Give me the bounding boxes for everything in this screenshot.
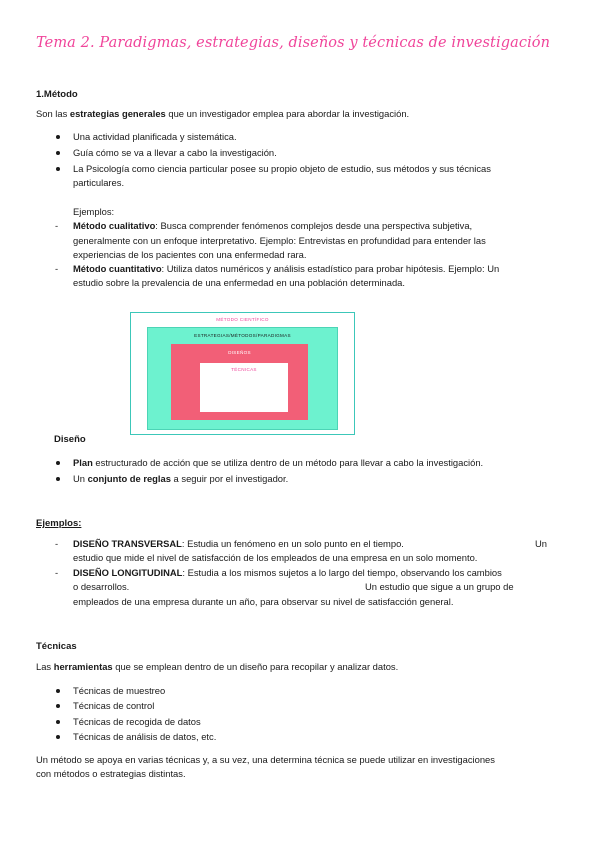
dash-icon: - <box>55 220 59 231</box>
diagram-label-tecnicas: TÉCNICAS <box>231 367 257 372</box>
dash-icon: - <box>55 538 59 549</box>
list-item: Técnicas de muestreo <box>73 684 165 699</box>
list-item: Plan estructurado de acción que se utiliza dentro de un método para llevar a cabo la investigación. <box>73 456 483 471</box>
list-item-continuation: empleados de una empresa durante un año, para observar su nivel de satisfacción general. <box>73 596 454 607</box>
list-item-continuation: generalmente con un enfoque interpretativo. Ejemplo: Entrevistas en profundidad para entender las <box>73 235 486 246</box>
list-item: Técnicas de control <box>73 699 154 714</box>
list-item: Guía cómo se va a llevar a cabo la investigación. <box>73 146 277 161</box>
dash-icon: - <box>55 567 59 578</box>
bullet-icon <box>56 735 60 739</box>
section-heading-metodo: 1.Método <box>36 89 78 100</box>
dash-icon: - <box>55 263 59 274</box>
examples-label: Ejemplos: <box>73 206 115 217</box>
section-heading-tecnicas: Técnicas <box>36 641 77 652</box>
list-item-continuation: particulares. <box>73 177 125 188</box>
section-heading-diseno: Diseño <box>54 434 86 445</box>
bullet-icon <box>56 689 60 693</box>
list-item: Técnicas de recogida de datos <box>73 715 201 730</box>
bullet-icon <box>56 135 60 139</box>
closing-paragraph-line1: Un método se apoya en varias técnicas y, a su vez, una determina técnica se puede utilizar en investigaciones <box>36 754 495 765</box>
list-item-longitudinal: - DISEÑO LONGITUDINAL: Estudia a los mismos sujetos a lo largo del tiempo, observando los cambios <box>73 566 502 581</box>
diagram-label-metodo: MÉTODO CIENTÍFICO <box>216 317 269 322</box>
list-item-fragment: Un <box>535 538 547 549</box>
list-item-continuation: estudio sobre la prevalencia de una enfermedad en una población determinada. <box>73 277 406 288</box>
list-item-continuation: o desarrollos. <box>73 581 130 592</box>
bullet-icon <box>56 720 60 724</box>
diagram-box-disenos <box>171 344 308 420</box>
list-item: Técnicas de análisis de datos, etc. <box>73 730 216 745</box>
metodo-intro-bold: estrategias generales <box>69 108 166 119</box>
list-item: La Psicología como ciencia particular posee su propio objeto de estudio, sus métodos y sus técnicas <box>73 162 491 177</box>
metodo-intro: Son las estrategias generales que un investigador emplea para abordar la investigación. <box>36 108 410 119</box>
bullet-icon <box>56 477 60 481</box>
tecnicas-intro: Las herramientas que se emplean dentro de un diseño para recopilar y analizar datos. <box>36 661 399 672</box>
bullet-icon <box>56 151 60 155</box>
list-item: Un conjunto de reglas a seguir por el investigador. <box>73 472 288 487</box>
list-item-fragment: Un estudio que sigue a un grupo de <box>365 581 514 592</box>
bullet-icon <box>56 704 60 708</box>
diagram-label-estrategias: ESTRATEGIAS/MÉTODOS/PARADIGMAS <box>194 333 291 338</box>
section-heading-ejemplos: Ejemplos: <box>36 518 82 529</box>
list-item-continuation: experiencias de los pacientes con una enfermedad rara. <box>73 249 307 260</box>
bullet-icon <box>56 461 60 465</box>
closing-paragraph-line2: con métodos o estrategias distintas. <box>36 768 186 779</box>
list-item-cualitativo: - Método cualitativo: Busca comprender fenómenos complejos desde una perspectiva subjetiva, <box>73 219 472 234</box>
page-title: Tema 2. Paradigmas, estrategias, diseños y técnicas de investigación <box>36 35 551 51</box>
bullet-icon <box>56 167 60 171</box>
list-item-transversal: - DISEÑO TRANSVERSAL: Estudia un fenómeno en un solo punto en el tiempo. <box>73 537 404 552</box>
diagram-box-estrategias <box>147 327 338 430</box>
method-hierarchy-diagram <box>130 312 355 435</box>
diagram-box-tecnicas <box>200 363 288 412</box>
list-item-continuation: estudio que mide el nivel de satisfacción de los empleados de una empresa en un solo momento. <box>73 552 478 563</box>
list-item-cuantitativo: - Método cuantitativo: Utiliza datos numéricos y análisis estadístico para probar hipótesis. Ejemplo: Un <box>73 262 499 277</box>
diagram-label-disenos: DISEÑOS <box>228 350 251 355</box>
list-item: Una actividad planificada y sistemática. <box>73 130 237 145</box>
